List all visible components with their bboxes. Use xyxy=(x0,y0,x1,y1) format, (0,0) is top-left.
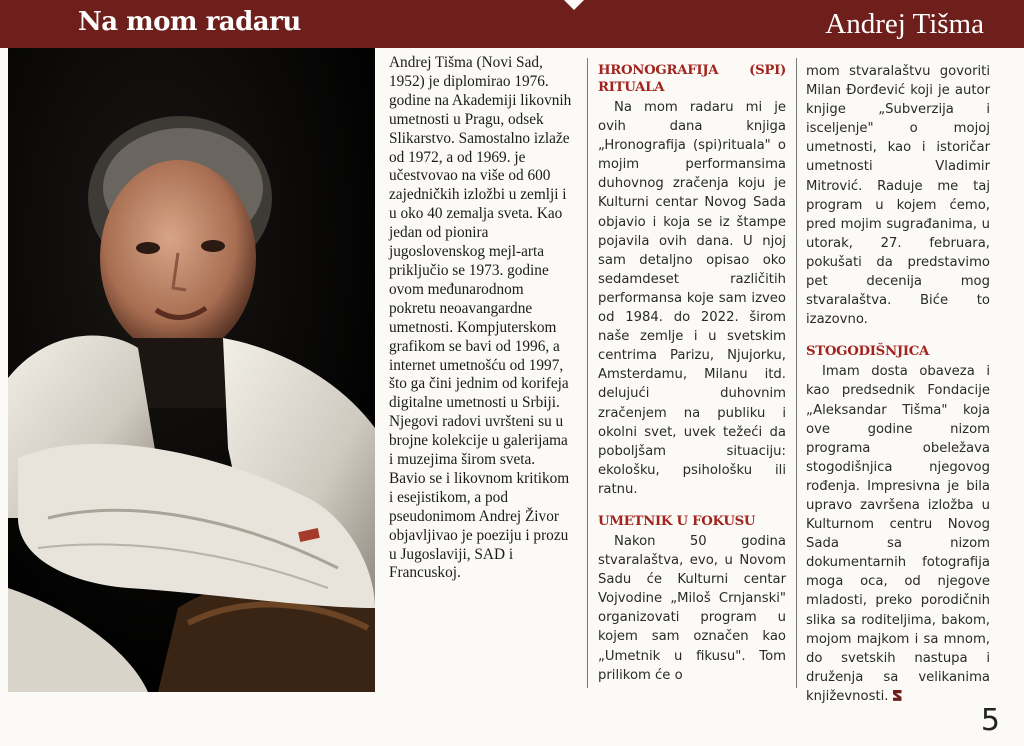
author-name: Andrej Tišma xyxy=(825,8,984,40)
end-of-article-icon xyxy=(893,690,902,701)
portrait-illustration xyxy=(8,48,375,692)
section-heading: UMETNIK U FOKUSU xyxy=(598,513,756,529)
column-divider xyxy=(587,58,588,688)
section-text: Imam dosta obaveza i kao predsednik Fondacije „Aleksandar Tišma" koja ove godine nizom programa obeležava stogodišnjica njegovog rođenja. Impresivna je bila upravo završena izložba u Kulturnom centru Novog Sada sa nizom dokumentarnih fotografija moga oca, od njegove mladosti, preko porodičnih slika sa roditeljima, bakom, mojom majkom i sa mnom, do svetskih nastupa i druženja sa velikanima književnosti. xyxy=(806,364,990,704)
section-paragraph: mom stvaralaštvu govoriti Milan Đorđević koji je autor knjige „Subverzija i isceljenje" o mojoj umetnosti, kao i istoričar umetnosti Vladimir Mitrović. Raduje me taj program u kojem ćemo, pred mojim sugrađanima, u utorak, 27. februara, pokušati da predstavimo pet decenija mog stvaralaštva. Biće to izazovno. xyxy=(806,64,990,328)
section-paragraph: Nakon 50 godina stvaralaštva, evo, u Novom Sadu će Kulturni centar Vojvodine „Miloš Crnjanski" organizovati program u kojem sam označen kao „Umetnik u fikusu". Tom prilikom će o xyxy=(598,533,786,683)
article-column-2 xyxy=(806,62,990,706)
author-bio: Andrej Tišma (Novi Sad, 1952) je diplomirao 1976. godine na Akademiji likovnih umetnosti u Pragu, odsek Slikarstvo. Samostalno izlaže od 1972, a od 1969. je učestvovao na više od 600 zajedničkih izložbi u zemlji i u oko 40 zemalja sveta. Kao jedan od pionira jugoslovenskog mejl-arta priključio se 1973. godine ovom međunarodnom pokretu neoavangardne umetnosti. Kompjuterskom grafikom se bavi od 1996, a internet umetnošću od 1997, što ga čini jednim od korifeja digitalne umetnosti u Srbiji. Njegovi radovi uvršteni su u brojne kolekcije u galerijama i muzejima širom sveta. Bavio se i likovnom kritikom i esejistikom, a pod pseudonimom Andrej Živor objavljivao je poeziju i prozu u Jugoslaviji, SAD i Francuskoj. xyxy=(389,54,572,582)
column-title: Na mom radaru xyxy=(78,7,301,37)
section-heading: STOGODIŠNJICA xyxy=(806,344,930,360)
header-bar xyxy=(0,0,1024,48)
article-column-1 xyxy=(598,62,786,685)
section-paragraph: Na mom radaru mi je ovih dana knjiga „Hronografija (spi)rituala" o mojim performansima duhovnog zračenja koju je Kulturni centar Novog Sada objavio i koja se iz štampe pojavila ovih dana. U njoj sam detaljno opisao oko sedamdeset različitih performansa koje sam izveo od 1984. do 2022. širom naše zemlje i u svetskim centrima Parizu, Njujorku, Amsterdamu, Milanu itd. delujući duhovnim zračenjem na publiku i okolni svet, uvek težeći da poboljšam situaciju: ekološku, psihološku ili ratnu. xyxy=(598,100,786,497)
section-heading: HRONOGRAFIJA (SPI) RITUALA xyxy=(598,63,786,95)
portrait-photo xyxy=(8,48,375,692)
section-paragraph xyxy=(806,362,990,706)
page-number: 5 xyxy=(980,703,1000,738)
column-divider xyxy=(796,58,797,688)
header-notch xyxy=(564,0,584,10)
